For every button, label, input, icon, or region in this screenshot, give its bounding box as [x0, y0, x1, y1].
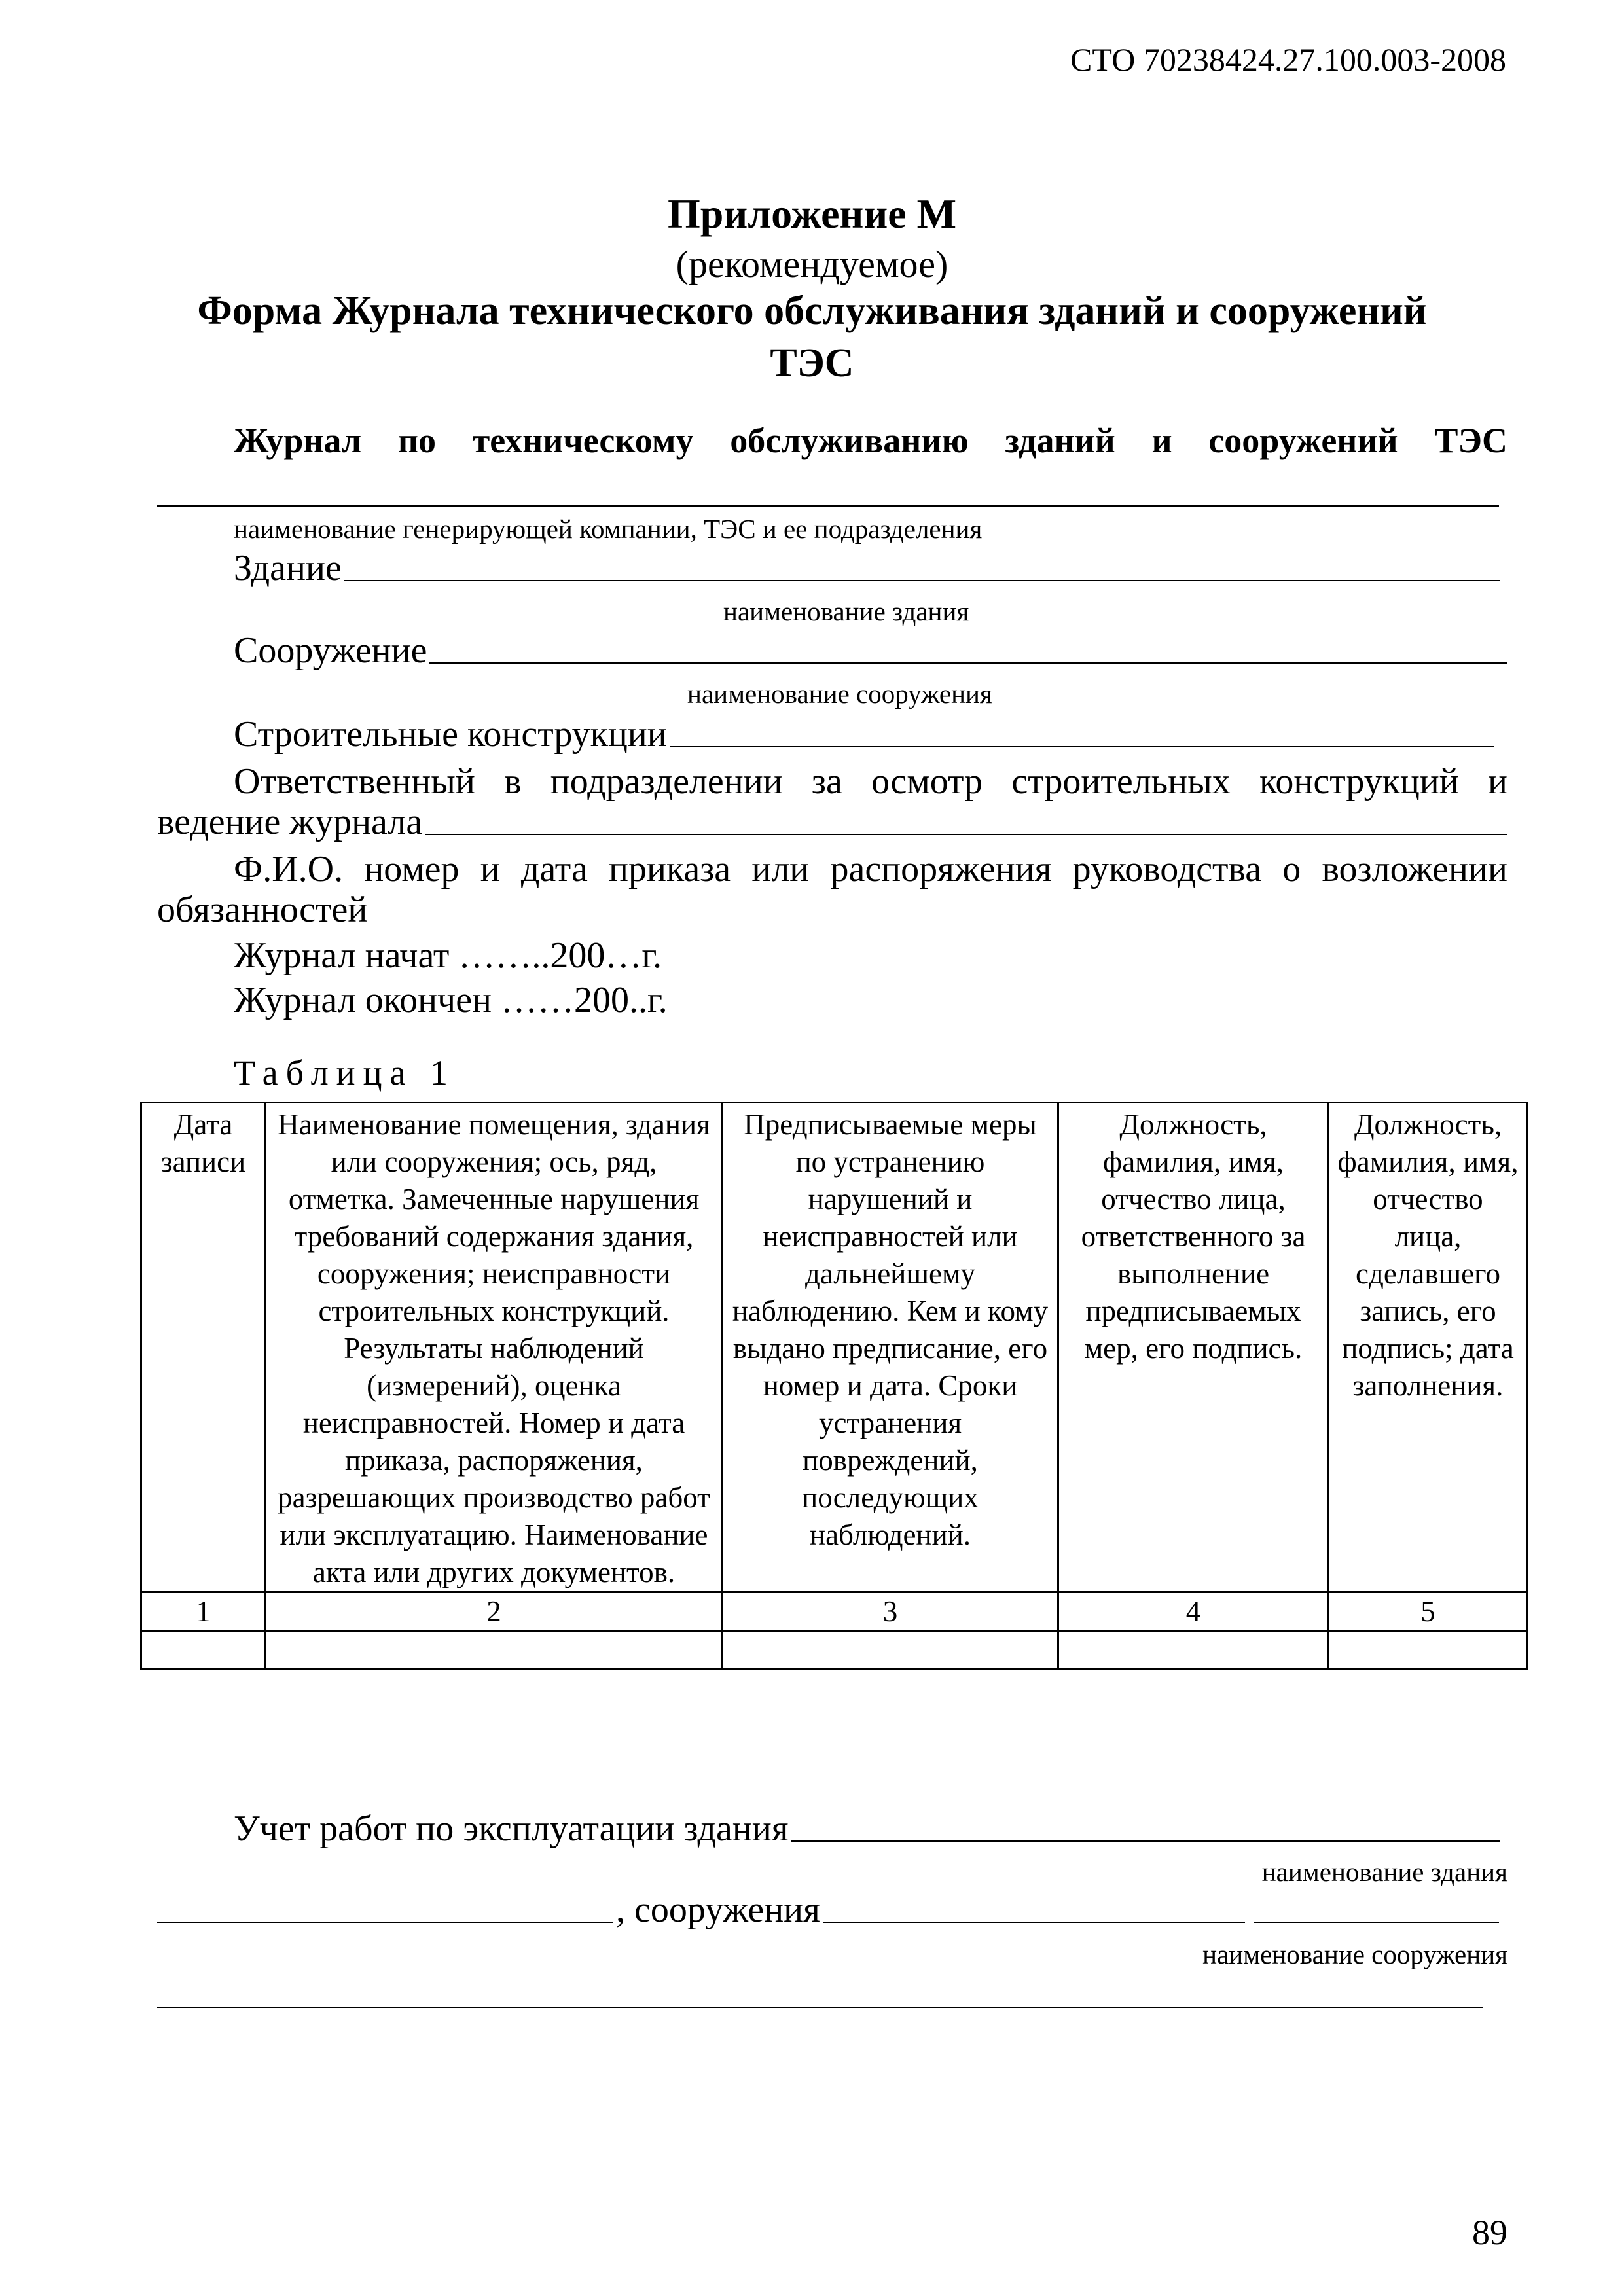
- structure-fill-line[interactable]: [429, 662, 1507, 664]
- header-responsible: Должность, фамилия, имя, отчество лица, ответственного за выполнение предписываемых мер, его подпись.: [1058, 1103, 1329, 1592]
- journal-title-word: и: [1151, 421, 1172, 460]
- journal-title-word: Журнал: [234, 421, 362, 460]
- footer-building-caption: наименование здания: [1261, 1857, 1507, 1887]
- work-accounting-field[interactable]: [234, 1808, 1500, 1850]
- table-row: [141, 1632, 1528, 1669]
- responsible-fill-line[interactable]: [425, 834, 1507, 835]
- fio-line1: [234, 847, 1507, 891]
- journal-title-word: техническому: [472, 421, 694, 460]
- building-caption: наименование здания: [723, 596, 969, 626]
- journal-title-word: обслуживанию: [730, 421, 969, 460]
- journal-title-word: ТЭС: [1434, 421, 1507, 460]
- responsible-word: за: [811, 761, 842, 802]
- fio-word: номер: [364, 849, 460, 889]
- fio-line2: обязанностей: [157, 889, 368, 930]
- column-number: 2: [266, 1592, 723, 1632]
- header-date: Дата записи: [141, 1103, 266, 1592]
- table-label: Таблица 1: [234, 1053, 456, 1092]
- constructions-label: Строительные конструкции: [234, 714, 667, 755]
- responsible-line2: ведение журнала: [157, 802, 423, 842]
- column-number: 1: [141, 1592, 266, 1632]
- journal-started: Журнал начат ……..200…г.: [234, 935, 662, 976]
- structure-field[interactable]: [234, 630, 1507, 672]
- footer-structure-fill-line[interactable]: [823, 1922, 1245, 1923]
- responsible-word: в: [504, 761, 522, 802]
- table-cell[interactable]: [1329, 1632, 1528, 1669]
- appendix-title: Приложение М: [667, 190, 957, 237]
- footer-fill-line[interactable]: [157, 2007, 1483, 2008]
- document-code: СТО 70238424.27.100.003-2008: [1070, 41, 1506, 78]
- constructions-fill-line[interactable]: [670, 746, 1494, 747]
- company-caption: наименование генерирующей компании, ТЭС и ее подразделения: [234, 514, 983, 544]
- responsible-word: конструкций: [1259, 761, 1459, 802]
- table-cell[interactable]: [266, 1632, 723, 1669]
- table-cell[interactable]: [141, 1632, 266, 1669]
- table-number-row: [141, 1592, 1528, 1632]
- responsible-word: осмотр: [871, 761, 983, 802]
- structure-label: Сооружение: [234, 630, 427, 671]
- footer-structure-label: , сооружения: [616, 1890, 820, 1930]
- fio-word: приказа: [609, 849, 731, 889]
- structure-caption: наименование сооружения: [687, 679, 992, 709]
- fio-word: и: [480, 849, 500, 889]
- footer-structure-field[interactable]: [157, 1889, 1499, 1931]
- journal-finished: Журнал окончен ……200..г.: [234, 980, 668, 1020]
- header-premises: Наименование помещения, здания или сооружения; ось, ряд, отметка. Замеченные нарушения требований содержания здания, сооружения; неисправности строительных конструкций. Результаты наблюдений (измерений), оценка неисправностей. Номер и дата приказа, распоряжения, разрешающих производство работ или эксплуатацию. Наименование акта или других документов.: [266, 1103, 723, 1592]
- journal-title-word: сооружений: [1208, 421, 1398, 460]
- footer-structure-fill-line-2[interactable]: [1254, 1922, 1499, 1923]
- journal-table: [140, 1102, 1528, 1670]
- fio-word: дата: [520, 849, 588, 889]
- table-header-row: [141, 1103, 1528, 1592]
- work-accounting-label: Учет работ по эксплуатации здания: [234, 1808, 789, 1849]
- journal-title: [234, 420, 1507, 461]
- form-title-line1: Форма Журнала технического обслуживания зданий и сооружений: [197, 289, 1427, 333]
- fio-word: распоряжения: [830, 849, 1052, 889]
- page-number: 89: [1472, 2213, 1507, 2252]
- responsible-line1: [234, 759, 1507, 804]
- header-measures: Предписываемые меры по устранению нарушений и неисправностей или дальнейшему наблюдению. Кем и кому выдано предписание, его номер и дата. Сроки устранения повреждений, последующих наблюдений.: [723, 1103, 1058, 1592]
- work-accounting-fill-line[interactable]: [791, 1840, 1500, 1842]
- fio-word: Ф.И.О.: [234, 849, 344, 889]
- appendix-status: (рекомендуемое): [676, 243, 948, 285]
- column-number: 3: [723, 1592, 1058, 1632]
- fio-word: руководства: [1072, 849, 1262, 889]
- journal-title-word: зданий: [1005, 421, 1115, 460]
- header-recorder: Должность, фамилия, имя, отчество лица, сделавшего запись, его подпись; дата заполнения.: [1329, 1103, 1528, 1592]
- fio-word: или: [751, 849, 810, 889]
- footer-structure-caption: наименование сооружения: [1202, 1939, 1507, 1969]
- fio-word: о: [1282, 849, 1301, 889]
- responsible-word: строительных: [1011, 761, 1231, 802]
- responsible-word: подразделении: [550, 761, 783, 802]
- table-cell[interactable]: [723, 1632, 1058, 1669]
- journal-title-word: по: [397, 421, 437, 460]
- form-title-line2: ТЭС: [770, 341, 854, 386]
- footer-building-fill-line[interactable]: [157, 1922, 613, 1923]
- constructions-field[interactable]: [234, 713, 1494, 755]
- responsible-word: и: [1487, 761, 1507, 802]
- responsible-field[interactable]: [157, 801, 1507, 843]
- building-field[interactable]: [234, 547, 1500, 589]
- table-cell[interactable]: [1058, 1632, 1329, 1669]
- column-number: 4: [1058, 1592, 1329, 1632]
- building-label: Здание: [234, 548, 342, 588]
- responsible-word: Ответственный: [234, 761, 475, 802]
- company-fill-line[interactable]: [157, 505, 1499, 507]
- fio-word: возложении: [1322, 849, 1507, 889]
- column-number: 5: [1329, 1592, 1528, 1632]
- building-fill-line[interactable]: [344, 580, 1500, 581]
